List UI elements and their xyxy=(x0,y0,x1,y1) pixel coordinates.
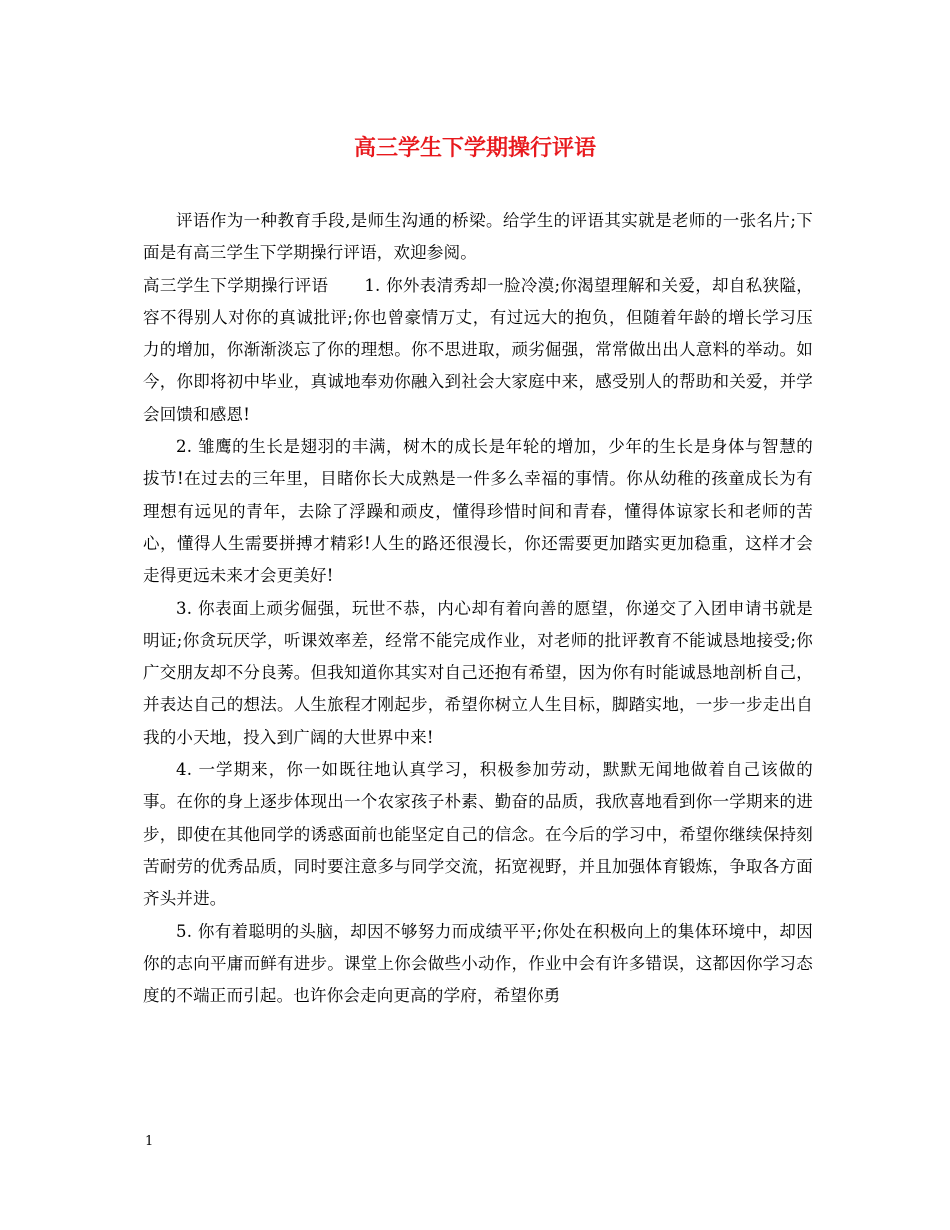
comment-paragraph-3: 3. 你表面上顽劣倔强，玩世不恭，内心却有着向善的愿望，你递交了入团申请书就是明证;你贪玩厌学，听课效率差，经常不能完成作业，对老师的批评教育不能诚恳地接受;你广交朋友却不分良莠。但我知道你其实对自己还抱有希望，因为你有时能诚恳地剖析自己，并表达自己的想法。人生旅程才刚起步，希望你树立人生目标，脚踏实地，一步一步走出自我的小天地，投入到广阔的大世界中来! xyxy=(143,598,813,747)
section-heading: 高三学生下学期操行评语 xyxy=(143,275,329,295)
comment-paragraph-5: 5. 你有着聪明的头脑，却因不够努力而成绩平平;你处在积极向上的集体环境中，却因你的志向平庸而鲜有进步。课堂上你会做些小动作，作业中会有许多错误，这都因你学习态度的不端正而引起。也许你会走向更高的学府，希望你勇 xyxy=(143,921,813,1006)
document-title: 高三学生下学期操行评语 xyxy=(353,136,596,161)
comment-paragraph-1 xyxy=(143,270,813,431)
intro-paragraph: 评语作为一种教育手段,是师生沟通的桥梁。给学生的评语其实就是老师的一张名片;下面是有高三学生下学期操行评语，欢迎参阅。 xyxy=(143,211,813,263)
comment-text-1: 1. 你外表清秀却一脸冷漠;你渴望理解和关爱，却自私狭隘，容不得别人对你的真诚批评;你也曾豪情万丈，有过远大的抱负，但随着年龄的增长学习压力的增加，你渐渐淡忘了你的理想。你不思进取，顽劣倔强，常常做出出人意料的举动。如今，你即将初中毕业，真诚地奉劝你融入到社会大家庭中来，感受别人的帮助和关爱，并学会回馈和感恩! xyxy=(143,275,813,424)
page-number: 1 xyxy=(145,1134,154,1149)
document-body xyxy=(143,205,813,1012)
comment-paragraph-2: 2. 雏鹰的生长是翅羽的丰满，树木的成长是年轮的增加，少年的生长是身体与智慧的拔节!在过去的三年里，目睹你长大成熟是一件多么幸福的事情。你从幼稚的孩童成长为有理想有远见的青年，去除了浮躁和顽皮，懂得珍惜时间和青春，懂得体谅家长和老师的苦心，懂得人生需要拼搏才精彩!人生的路还很漫长，你还需要更加踏实更加稳重，这样才会走得更远未来才会更美好! xyxy=(143,437,813,586)
comment-paragraph-4: 4. 一学期来，你一如既往地认真学习，积极参加劳动，默默无闻地做着自己该做的事。在你的身上逐步体现出一个农家孩子朴素、勤奋的品质，我欣喜地看到你一学期来的进步，即使在其他同学的诱惑面前也能坚定自己的信念。在今后的学习中，希望你继续保持刻苦耐劳的优秀品质，同时要注意多与同学交流，拓宽视野，并且加强体育锻炼，争取各方面齐头并进。 xyxy=(143,760,813,909)
